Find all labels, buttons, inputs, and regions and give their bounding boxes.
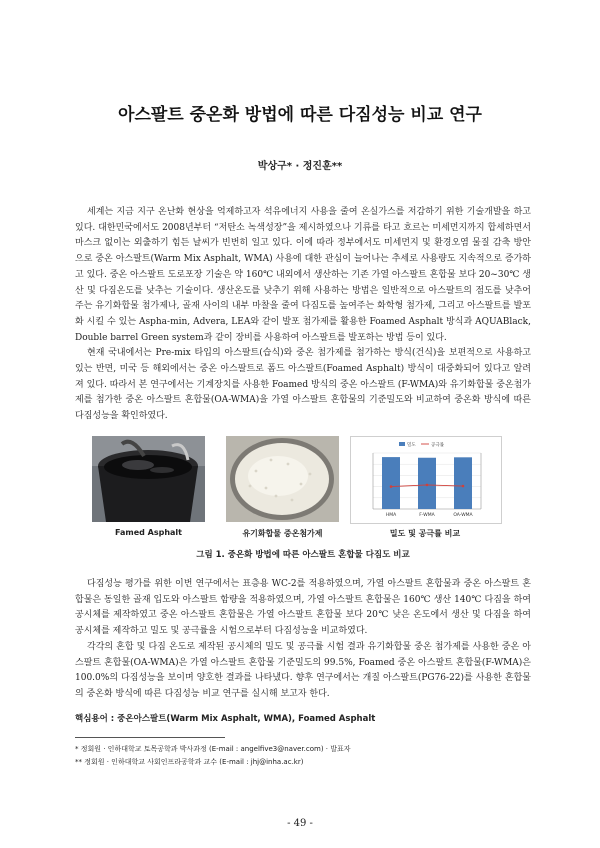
paragraph: 각각의 혼합 및 다짐 온도로 제작된 공시체의 밀도 및 공극률 시험 결과 유기화합물 중온 첨가제를 사용한 중온 아스팔트 혼합물(OA-WMA)은 가열 아스팔트 혼합물 기준밀도의 99.5%, Foamed 중온 아스팔트 혼합물(F-WMA)은 100.0%의 다짐성능을 보이며 양호한 결과를 나타냈다. 향후 연구에서는 개질 아스팔트(PG76-22)를 사용한 혼합물의 중온화 방식에 따른 다짐성능 비교 연구를 실시해 보고자 한다.	[75, 641, 531, 699]
paragraph: 세계는 지금 지구 온난화 현상을 억제하고자 석유에너지 사용을 줄여 온실가스를 저감하기 위한 기술개발을 하고 있다. 대한민국에서도 2008년부터 “저탄소 녹색성장”을 제시하였으나 기류를 타고 흐르는 미세먼지까지 합세하면서 마스크 없이는 외출하기 힘든 날씨가 빈번히 일고 있다. 이에 따라 정부에서도 미세먼지 및 환경오염 물질 감축 방안으로 중온 아스팔트(Warm Mix Asphalt, WMA) 사용에 대한 관심이 늘어나는 추세로 사용량도 지속적으로 증가하고 있다. 중온 아스팔트 도로포장 기술은 약 160℃ 내외에서 생산하는 기존 가열 아스팔트 혼합물 보다 20~30℃ 생산 및 다짐온도를 낮추는 기술이다. 생산온도를 낮추기 위해 사용하는 방법은 일반적으로 아스팔트의 점도를 낮추어 주는 유기화합물 첨가제나, 골재 사이의 내부 마찰을 줄여 다짐도를 높여주는 화학형 첨가제, 그리고 아스팔트를 발포화 시킬 수 있는 Aspha-min, Advera, LEA와 같이 발포 첨가제를 활용한 Foamed Asphalt 방식과 AQUABlack, Double barrel Green system과 같이 장비를 사용하여 아스팔트를 발포하는 방법 등이 있다.	[75, 207, 531, 343]
legend-label: 공극률	[431, 443, 445, 448]
density-chart	[350, 436, 502, 524]
chart-point	[390, 485, 393, 488]
chart-point	[426, 484, 429, 487]
additive-photo	[226, 436, 339, 522]
chart-x-tick-label: HMA	[385, 513, 397, 518]
paragraph: 다짐성능 평가를 위한 이번 연구에서는 표층용 WC-2를 적용하였으며, 가열 아스팔트 혼합물과 중온 아스팔트 혼합물은 동일한 골재 입도와 아스팔트 함량을 적용하였으며, 가열 아스팔트 혼합물은 160℃ 생산 140℃ 다짐을 하여 공시체를 제작하였고 중온 아스팔트 혼합물은 가열 아스팔트 혼합물 보다 20℃ 낮은 온도에서 생산 및 다짐을 하여 공시체를 제작하고 밀도 및 공극률을 시험으로부터 다짐성능을 비교하였다.	[75, 579, 531, 637]
page-number: - 49 -	[287, 818, 313, 829]
chart-bar	[382, 457, 400, 509]
footnote: ** 정회원 · 인하대학교 사회인프라공학과 교수 (E-mail : jhj@inha.ac.kr)	[75, 758, 304, 766]
chart-x-tick-label: F-WMA	[419, 513, 435, 518]
footnotes	[75, 743, 531, 769]
legend-label: 밀도	[407, 443, 416, 448]
chart-bar	[454, 457, 472, 509]
figure-caption: Famed Asphalt	[114, 528, 182, 537]
legend-swatch	[399, 442, 405, 446]
paragraph: 현재 국내에서는 Pre-mix 타입의 아스팔트(습식)와 중온 첨가제를 첨가하는 방식(건식)을 보편적으로 사용하고 있는 반면, 미국 등 해외에서는 중온 아스팔트로 폼드 아스팔트(Foamed Asphalt) 방식이 대중화되어 있다고 알려져 있다. 따라서 본 연구에서는 기계장치를 사용한 Foamed 방식의 중온 아스팔트 (F-WMA)와 유기화합물 중온첨가제를 첨가한 중온 아스팔트 혼합물(OA-WMA)을 가열 아스팔트 혼합물의 기준밀도와 비교하여 중온화 방식에 따른 다짐성능을 확인하였다.	[75, 348, 531, 422]
chart-x-tick-label: OA-WMA	[453, 513, 473, 518]
paper-title: 아스팔트 중온화 방법에 따른 다짐성능 비교 연구	[118, 105, 482, 125]
author-line: 박상구* · 정진훈**	[257, 161, 343, 172]
footnote: * 정회원 · 인하대학교 토목공학과 박사과정 (E-mail : angelfive3@naver.com) · 발표자	[75, 745, 351, 753]
figure-1	[92, 436, 516, 548]
abstract-part-1	[75, 205, 531, 425]
chart-canvas	[351, 437, 501, 523]
chart-point	[462, 485, 465, 488]
figure-caption: 유기화합물 중온첨가제	[242, 529, 323, 538]
foamed-asphalt-photo	[92, 436, 205, 522]
chart-bar	[418, 458, 436, 509]
abstract-part-2	[75, 577, 531, 703]
footnote-divider	[75, 737, 225, 738]
figure-title: 그림 1. 중온화 방법에 따른 아스팔트 혼합물 다짐도 비교	[196, 550, 410, 560]
keywords: 핵심용어 : 중온아스팔트(Warm Mix Asphalt, WMA), Foamed Asphalt	[75, 714, 376, 724]
figure-caption: 밀도 및 공극률 비교	[389, 529, 461, 538]
